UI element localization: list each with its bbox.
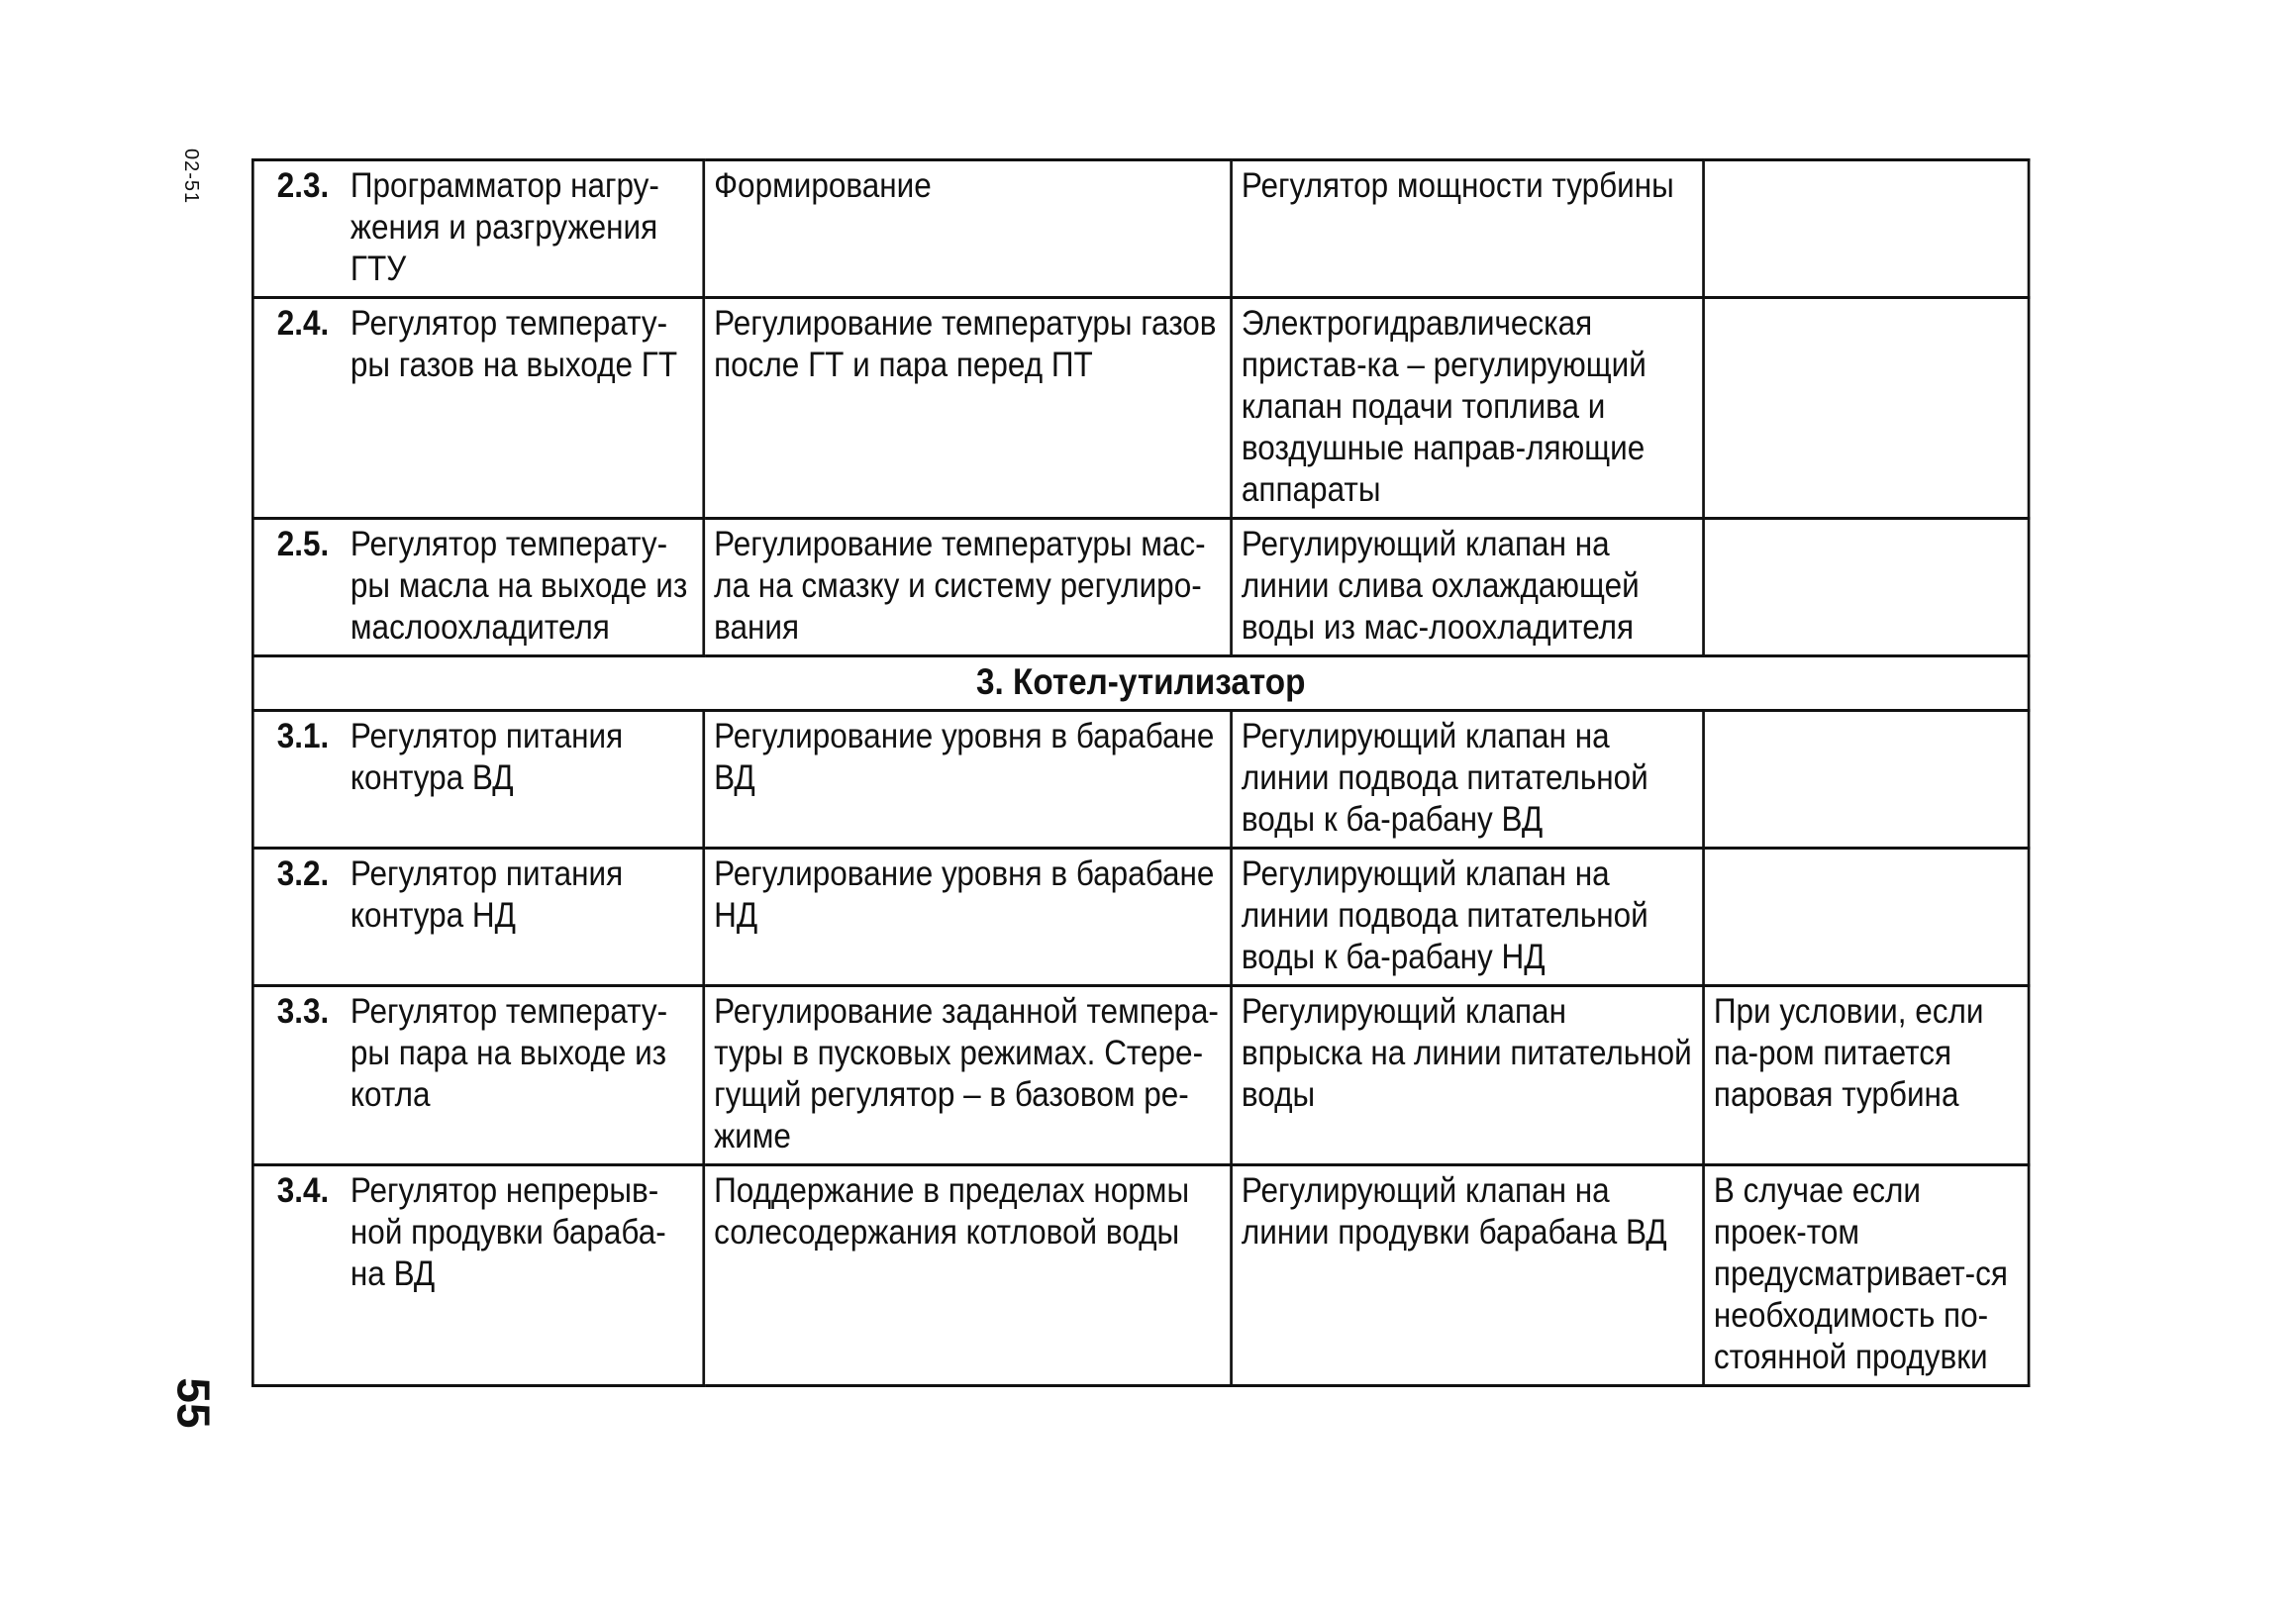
regulator-name: Программатор нагру-жения и разгружения ГТУ [349, 166, 659, 288]
function-cell: Регулирование температуры мас-ла на смазку и систему регулиро-вания [704, 519, 1232, 656]
regulator-name: Регулятор непрерыв-ной продувки бараба-на ВД [349, 1171, 666, 1293]
actuator-cell: Регулятор мощности турбины [1232, 160, 1704, 298]
table-row [252, 298, 2029, 519]
row-number: 3.1. [276, 717, 330, 755]
row-number: 3.4. [276, 1171, 330, 1210]
regulator-name: Регулятор питания контура НД [349, 854, 624, 935]
table-row [252, 519, 2029, 656]
note-cell: При условии, если па-ром питается паровая турбина [1704, 986, 2029, 1165]
table-row [252, 711, 2029, 849]
note-cell [1704, 849, 2029, 986]
name-cell [252, 298, 703, 519]
row-number: 2.3. [276, 166, 330, 205]
name-cell [252, 519, 703, 656]
row-number: 2.4. [276, 304, 330, 343]
actuator-cell: Регулирующий клапан на линии подвода питательной воды к ба-рабану НД [1232, 849, 1704, 986]
row-number: 2.5. [276, 525, 330, 563]
function-cell: Регулирование температуры газов после ГТ и пара перед ПТ [704, 298, 1232, 519]
document-code: 02-51 [180, 149, 202, 205]
regulator-name: Регулятор питания контура ВД [349, 717, 624, 797]
note-cell [1704, 519, 2029, 656]
name-cell [252, 849, 703, 986]
table-row [252, 849, 2029, 986]
note-cell [1704, 298, 2029, 519]
actuator-cell: Регулирующий клапан на линии продувки барабана ВД [1232, 1165, 1704, 1386]
name-cell [252, 711, 703, 849]
name-cell [252, 160, 703, 298]
function-cell: Регулирование заданной темпера-туры в пусковых режимах. Стере-гущий регулятор – в базовом ре-жиме [704, 986, 1232, 1165]
actuator-cell: Регулирующий клапан впрыска на линии питательной воды [1232, 986, 1704, 1165]
table-row [252, 986, 2029, 1165]
regulator-name: Регулятор температу-ры масла на выходе из маслоохладителя [349, 525, 688, 647]
row-number: 3.2. [276, 854, 330, 893]
regulator-name: Регулятор температу-ры пара на выходе из котла [349, 992, 668, 1114]
function-cell: Регулирование уровня в барабане ВД [704, 711, 1232, 849]
note-cell [1704, 160, 2029, 298]
regulators-table [251, 158, 2030, 1387]
note-cell: В случае если проек-том предусматривает-ся необходимость по-стоянной продувки [1704, 1165, 2029, 1386]
function-cell: Формирование [704, 160, 1232, 298]
page-number: 55 [167, 1377, 220, 1429]
note-cell [1704, 711, 2029, 849]
actuator-cell: Регулирующий клапан на линии подвода питательной воды к ба-рабану ВД [1232, 711, 1704, 849]
function-cell: Регулирование уровня в барабане НД [704, 849, 1232, 986]
section-header-row [252, 656, 2029, 711]
table-row [252, 1165, 2029, 1386]
section-title: 3. Котел-утилизатор [252, 656, 2029, 711]
regulator-name: Регулятор температу-ры газов на выходе ГТ [349, 304, 678, 384]
actuator-cell: Регулирующий клапан на линии слива охлаждающей воды из мас-лоохладителя [1232, 519, 1704, 656]
function-cell: Поддержание в пределах нормы солесодержания котловой воды [704, 1165, 1232, 1386]
table-row [252, 160, 2029, 298]
actuator-cell: Электрогидравлическая пристав-ка – регулирующий клапан подачи топлива и воздушные направ-ляющие аппараты [1232, 298, 1704, 519]
name-cell [252, 1165, 703, 1386]
name-cell [252, 986, 703, 1165]
row-number: 3.3. [276, 992, 330, 1031]
